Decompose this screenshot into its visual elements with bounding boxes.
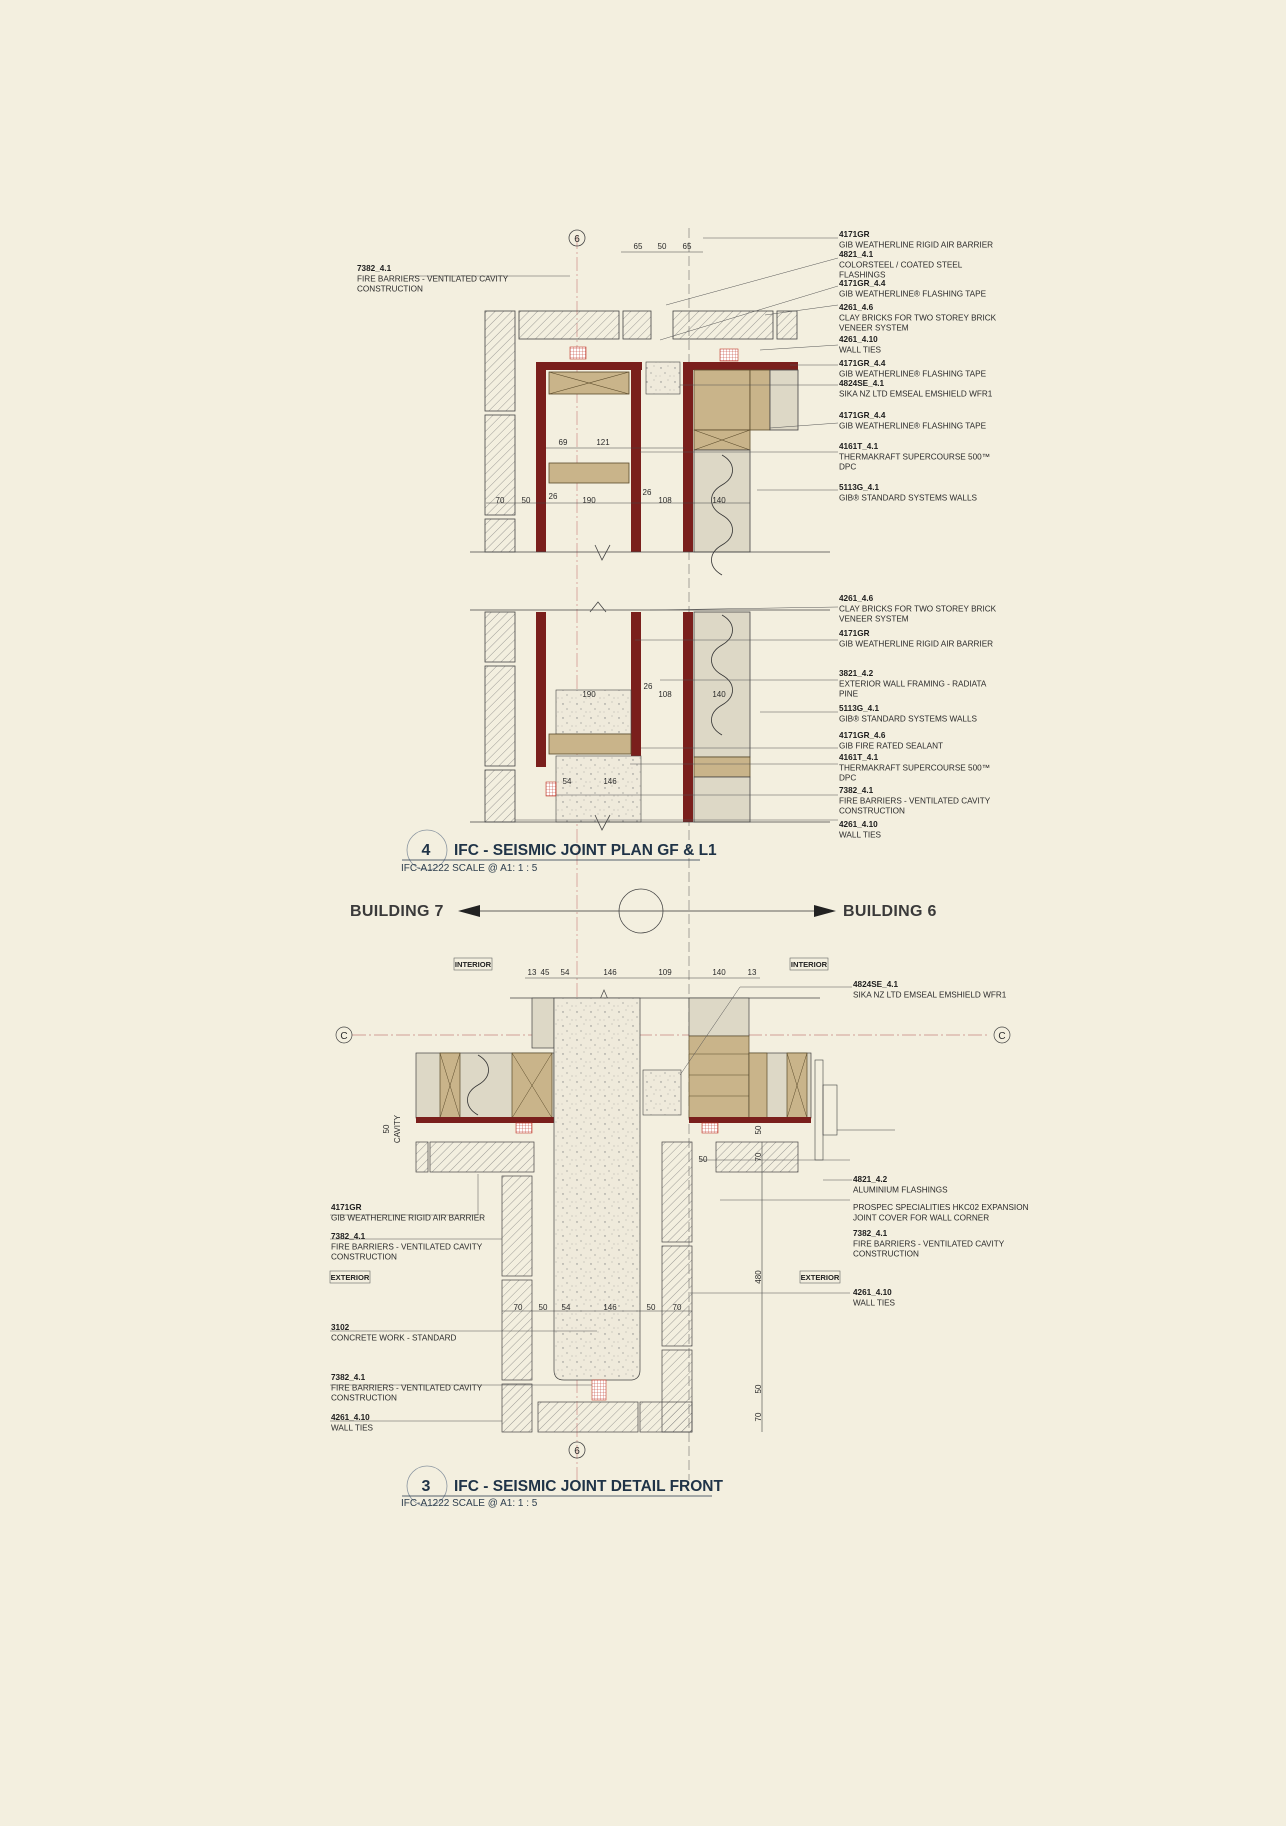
building-separation bbox=[350, 889, 937, 933]
tag-exterior-left bbox=[330, 1271, 370, 1283]
callout-code: 4821_4.1 bbox=[839, 250, 874, 259]
callout-code: 4261_4.10 bbox=[331, 1413, 370, 1422]
callout-description: JOINT COVER FOR WALL CORNER bbox=[853, 1213, 990, 1223]
plan-detail-subtitle: IFC-A1222 SCALE @ A1: 1 : 5 bbox=[401, 863, 538, 874]
plan-detail-title: IFC - SEISMIC JOINT PLAN GF & L1 bbox=[454, 842, 717, 859]
callout-description: CONSTRUCTION bbox=[853, 1249, 919, 1259]
callout-description: SIKA NZ LTD EMSEAL EMSHIELD WFR1 bbox=[853, 990, 1007, 1000]
plan-callouts-left bbox=[357, 264, 509, 294]
dim-plan-1: 65 bbox=[633, 242, 643, 251]
callout-code: 5113G_4.1 bbox=[839, 704, 880, 713]
dim-front-top-1: 13 bbox=[527, 968, 537, 977]
dim-front-misc-2: 70 bbox=[754, 1152, 763, 1162]
callout-description: CONSTRUCTION bbox=[839, 806, 905, 816]
callout-description: PROSPEC SPECIALITIES HKC02 EXPANSION bbox=[853, 1203, 1029, 1212]
callout-description: FIRE BARRIERS - VENTILATED CAVITY bbox=[331, 1383, 483, 1393]
callout-code: 4161T_4.1 bbox=[839, 753, 879, 762]
callout-code: 4171GR_4.6 bbox=[839, 731, 886, 740]
dim-plan-18: 146 bbox=[603, 777, 617, 786]
front-grid-bottom: 6 bbox=[574, 1446, 580, 1457]
callout-code: 7382_4.1 bbox=[331, 1373, 366, 1382]
cavity-label: CAVITY bbox=[393, 1114, 402, 1144]
callout-code: 4171GR_4.4 bbox=[839, 411, 886, 420]
callout-description: GIB WEATHERLINE RIGID AIR BARRIER bbox=[331, 1213, 486, 1223]
callout-code: 4261_4.6 bbox=[839, 594, 874, 603]
dim-front-misc-4: 480 bbox=[754, 1270, 763, 1284]
dim-front-misc-6: 70 bbox=[754, 1412, 763, 1422]
front-grid-c-right: C bbox=[998, 1031, 1006, 1042]
callout-description: WALL TIES bbox=[839, 830, 882, 840]
callout-description: DPC bbox=[839, 462, 857, 472]
callout-code: 7382_4.1 bbox=[839, 786, 874, 795]
dim-front-misc-5: 50 bbox=[754, 1384, 763, 1394]
callout-description: GIB® STANDARD SYSTEMS WALLS bbox=[839, 493, 977, 503]
dim-front-top-5: 109 bbox=[658, 968, 672, 977]
callout-code: 7382_4.1 bbox=[357, 264, 392, 273]
callout-description: WALL TIES bbox=[853, 1298, 896, 1308]
callout-description: CONSTRUCTION bbox=[331, 1252, 397, 1262]
dim-front-bot-4: 146 bbox=[603, 1303, 617, 1312]
front-detail-number: 3 bbox=[421, 1478, 431, 1495]
dim-plan-13: 26 bbox=[643, 682, 653, 691]
callout-description: VENEER SYSTEM bbox=[839, 323, 909, 333]
callout-description: CONSTRUCTION bbox=[357, 284, 423, 294]
dim-plan-9: 190 bbox=[582, 496, 596, 505]
plan-callouts-right bbox=[839, 230, 997, 839]
callout-description: FIRE BARRIERS - VENTILATED CAVITY bbox=[357, 274, 509, 284]
svg-text:INTERIOR: INTERIOR bbox=[790, 960, 828, 969]
arrow-right-icon bbox=[814, 905, 836, 917]
dim-front-top-7: 13 bbox=[747, 968, 757, 977]
callout-description: ALUMINIUM FLASHINGS bbox=[853, 1185, 948, 1195]
callout-description: EXTERIOR WALL FRAMING - RADIATA bbox=[839, 679, 987, 689]
callout-code: 4171GR bbox=[839, 629, 870, 638]
dim-front-misc-1: 50 bbox=[698, 1155, 708, 1164]
callout-description: THERMAKRAFT SUPERCOURSE 500™ bbox=[839, 452, 990, 462]
plan-grid-label: 6 bbox=[574, 234, 580, 245]
callout-code: 4171GR bbox=[331, 1203, 362, 1212]
tag-interior-left bbox=[454, 958, 492, 970]
dim-plan-6: 70 bbox=[495, 496, 505, 505]
tag-interior-right bbox=[790, 958, 828, 970]
dim-plan-10: 26 bbox=[642, 488, 652, 497]
dim-plan-16: 190 bbox=[582, 690, 596, 699]
callout-description: GIB WEATHERLINE RIGID AIR BARRIER bbox=[839, 240, 994, 250]
front-detail-subtitle: IFC-A1222 SCALE @ A1: 1 : 5 bbox=[401, 1498, 538, 1509]
front-detail bbox=[330, 958, 1029, 1509]
dim-plan-7: 50 bbox=[521, 496, 531, 505]
svg-text:EXTERIOR: EXTERIOR bbox=[330, 1273, 370, 1282]
dim-front-bot-6: 70 bbox=[672, 1303, 682, 1312]
callout-description: CLAY BRICKS FOR TWO STOREY BRICK bbox=[839, 313, 997, 323]
dim-front-top-2: 45 bbox=[540, 968, 550, 977]
callout-description: CONSTRUCTION bbox=[331, 1393, 397, 1403]
dim-front-bot-5: 50 bbox=[646, 1303, 656, 1312]
callout-code: 4171GR bbox=[839, 230, 870, 239]
callout-code: 3102 bbox=[331, 1323, 350, 1332]
callout-code: 3821_4.2 bbox=[839, 669, 874, 678]
svg-text:INTERIOR: INTERIOR bbox=[454, 960, 492, 969]
cavity-dim: 50 bbox=[382, 1124, 391, 1134]
dim-front-top-3: 54 bbox=[560, 968, 570, 977]
dim-plan-11: 108 bbox=[658, 496, 672, 505]
callout-code: 5113G_4.1 bbox=[839, 483, 880, 492]
arrow-left-icon bbox=[458, 905, 480, 917]
plan-detail-number: 4 bbox=[421, 842, 431, 859]
callout-code: 4161T_4.1 bbox=[839, 442, 879, 451]
dim-plan-15: 140 bbox=[712, 690, 726, 699]
callout-description: GIB® STANDARD SYSTEMS WALLS bbox=[839, 714, 977, 724]
callout-description: VENEER SYSTEM bbox=[839, 614, 909, 624]
front-grid-c-left: C bbox=[340, 1031, 348, 1042]
callout-code: 7382_4.1 bbox=[331, 1232, 366, 1241]
callout-description: SIKA NZ LTD EMSEAL EMSHIELD WFR1 bbox=[839, 389, 993, 399]
front-detail-title: IFC - SEISMIC JOINT DETAIL FRONT bbox=[454, 1478, 723, 1495]
callout-description: GIB FIRE RATED SEALANT bbox=[839, 741, 944, 751]
callout-code: 4261_4.10 bbox=[839, 335, 878, 344]
dim-plan-8: 26 bbox=[548, 492, 558, 501]
dim-plan-17: 54 bbox=[562, 777, 572, 786]
callout-description: WALL TIES bbox=[839, 345, 882, 355]
dim-plan-5: 121 bbox=[596, 438, 610, 447]
callout-description: THERMAKRAFT SUPERCOURSE 500™ bbox=[839, 763, 990, 773]
dim-plan-14: 108 bbox=[658, 690, 672, 699]
dim-front-top-4: 146 bbox=[603, 968, 617, 977]
dim-front-top-6: 140 bbox=[712, 968, 726, 977]
tag-exterior-right bbox=[800, 1271, 840, 1283]
front-callouts-right bbox=[853, 980, 1029, 1307]
callout-code: 4824SE_4.1 bbox=[853, 980, 899, 989]
callout-code: 4171GR_4.4 bbox=[839, 359, 886, 368]
callout-description: CLAY BRICKS FOR TWO STOREY BRICK bbox=[839, 604, 997, 614]
callout-code: 4821_4.2 bbox=[853, 1175, 888, 1184]
dim-plan-2: 50 bbox=[657, 242, 667, 251]
callout-description: FIRE BARRIERS - VENTILATED CAVITY bbox=[331, 1242, 483, 1252]
building-right-label: BUILDING 6 bbox=[843, 903, 937, 920]
callout-description: GIB WEATHERLINE RIGID AIR BARRIER bbox=[839, 639, 994, 649]
callout-code: 4824SE_4.1 bbox=[839, 379, 885, 388]
callout-description: GIB WEATHERLINE® FLASHING TAPE bbox=[839, 289, 987, 299]
dim-plan-4: 69 bbox=[558, 438, 568, 447]
callout-code: 4261_4.10 bbox=[853, 1288, 892, 1297]
callout-description: FIRE BARRIERS - VENTILATED CAVITY bbox=[853, 1239, 1005, 1249]
callout-description: PINE bbox=[839, 689, 859, 699]
dim-front-bot-3: 54 bbox=[561, 1303, 571, 1312]
front-callouts-left bbox=[331, 1203, 485, 1432]
dim-front-bot-2: 50 bbox=[538, 1303, 548, 1312]
dim-front-misc-3: 50 bbox=[754, 1125, 763, 1135]
callout-code: 4261_4.6 bbox=[839, 303, 874, 312]
svg-text:EXTERIOR: EXTERIOR bbox=[800, 1273, 840, 1282]
callout-description: GIB WEATHERLINE® FLASHING TAPE bbox=[839, 421, 987, 431]
callout-description: CONCRETE WORK - STANDARD bbox=[331, 1333, 457, 1343]
callout-description: GIB WEATHERLINE® FLASHING TAPE bbox=[839, 369, 987, 379]
callout-description: COLORSTEEL / COATED STEEL bbox=[839, 260, 963, 270]
building-left-label: BUILDING 7 bbox=[350, 903, 444, 920]
callout-code: 7382_4.1 bbox=[853, 1229, 888, 1238]
callout-description: FLASHINGS bbox=[839, 270, 886, 280]
callout-description: WALL TIES bbox=[331, 1423, 374, 1433]
callout-description: DPC bbox=[839, 773, 857, 783]
callout-code: 4261_4.10 bbox=[839, 820, 878, 829]
callout-description: FIRE BARRIERS - VENTILATED CAVITY bbox=[839, 796, 991, 806]
dim-front-bot-1: 70 bbox=[513, 1303, 523, 1312]
dim-plan-3: 65 bbox=[682, 242, 692, 251]
callout-code: 4171GR_4.4 bbox=[839, 279, 886, 288]
dim-plan-12: 140 bbox=[712, 496, 726, 505]
